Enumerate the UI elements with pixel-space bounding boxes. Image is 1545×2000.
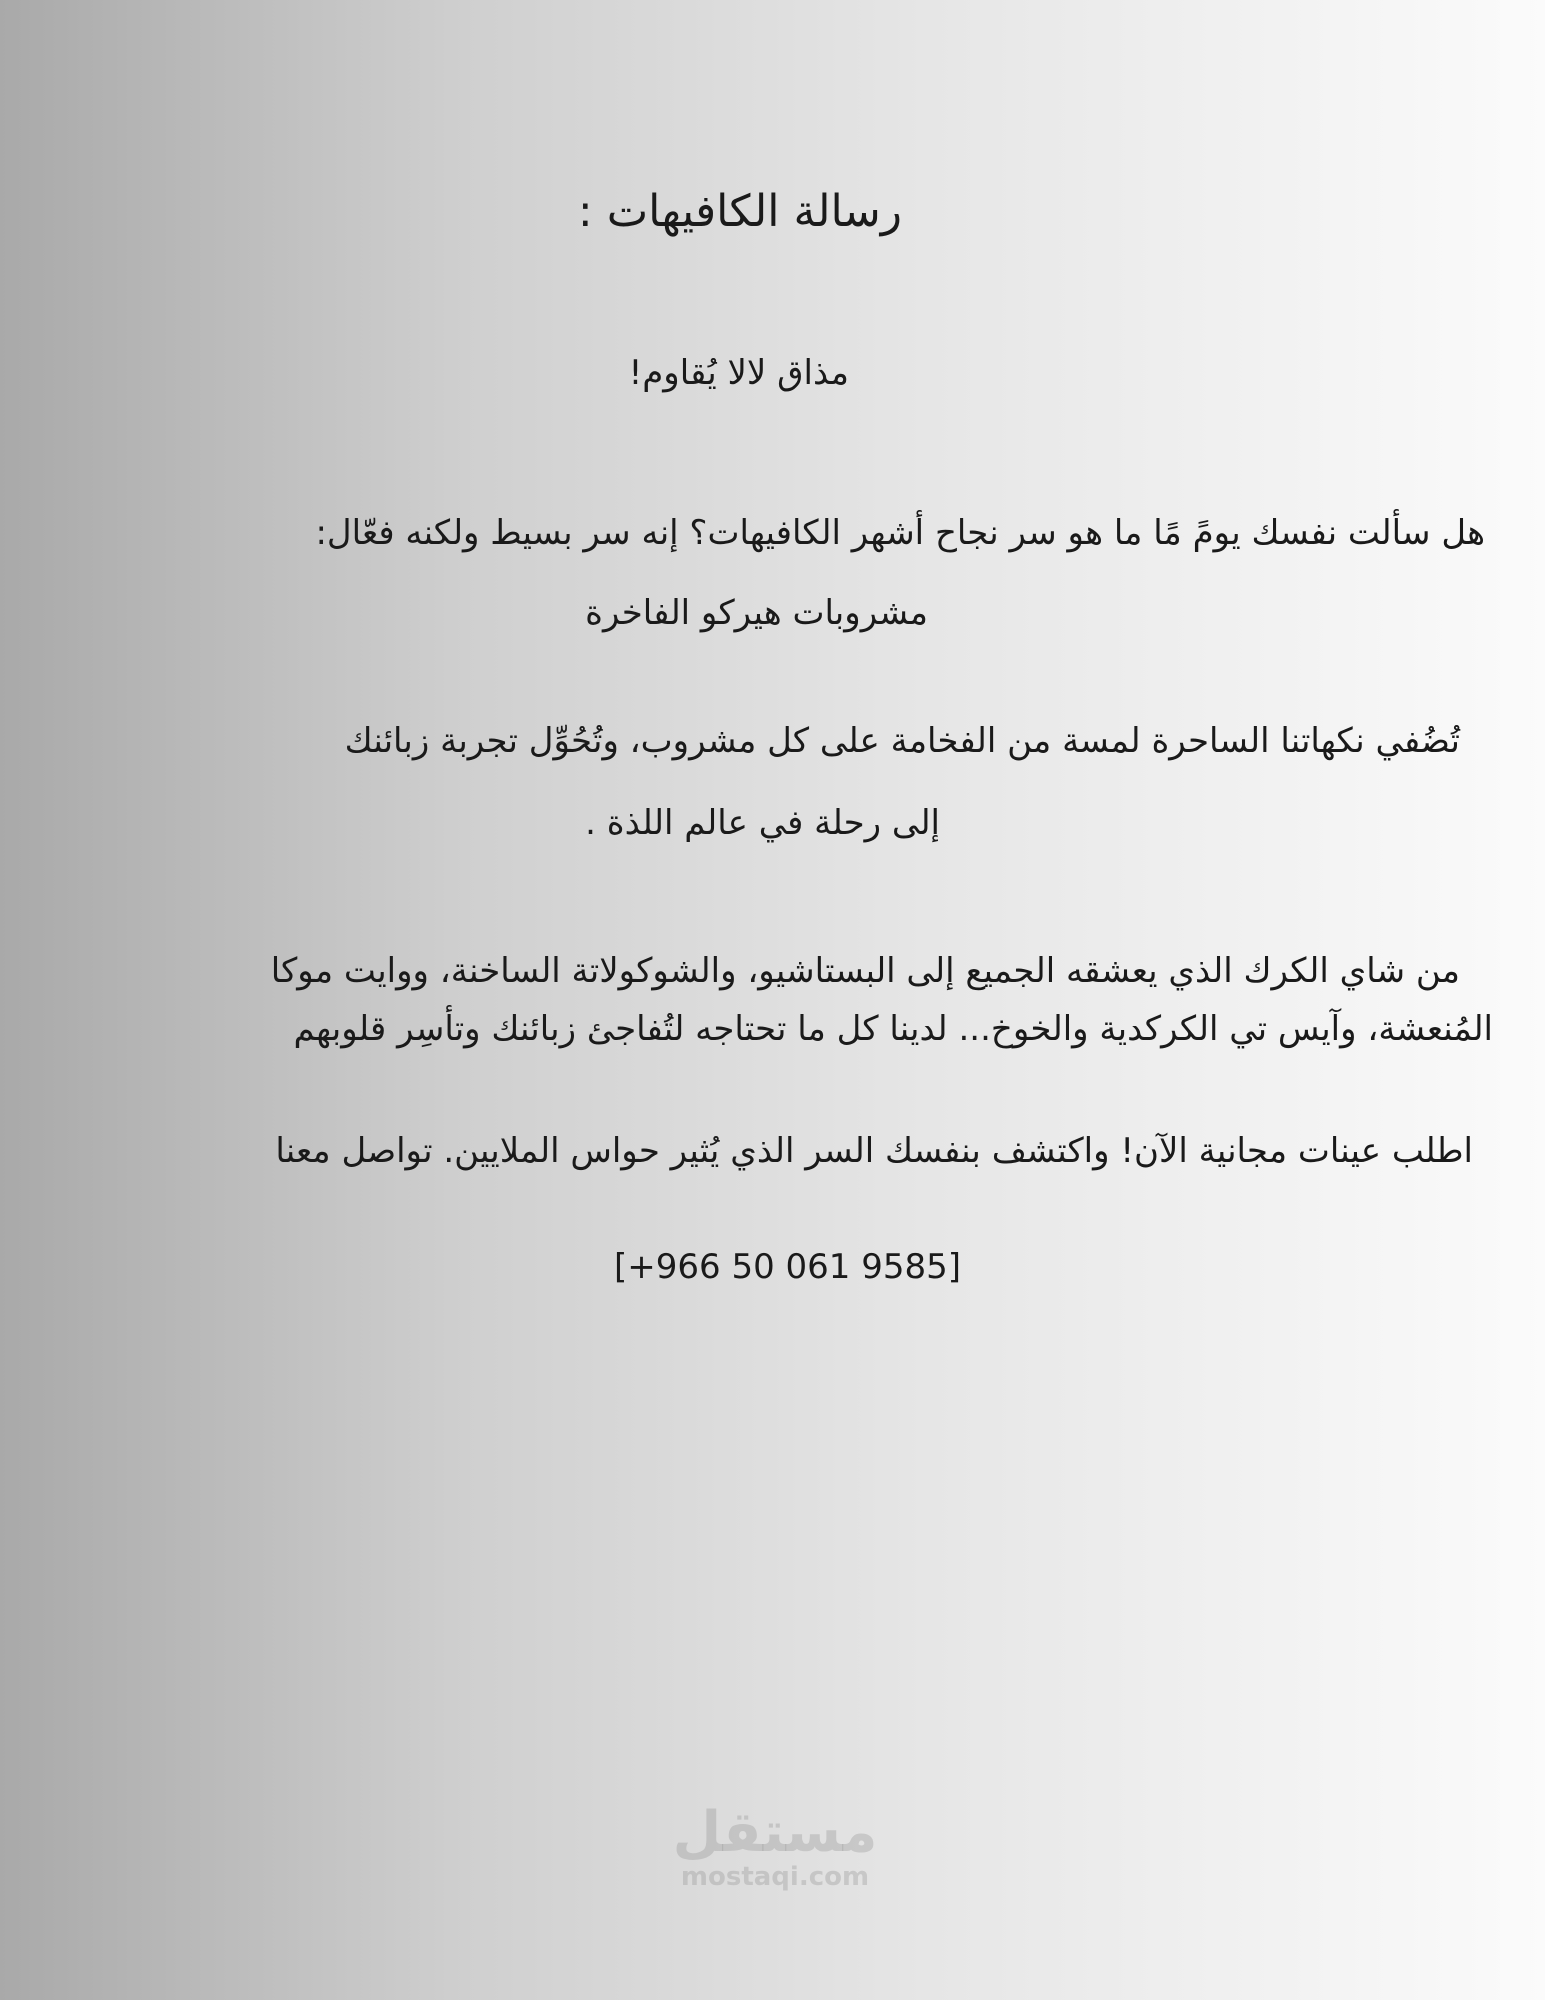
body-line-2: مشروبات هيركو الفاخرة: [585, 593, 928, 633]
body-line-3: تُضُفي نكهاتنا الساحرة لمسة من الفخامة على كل مشروب، وتُحُوِّل تجربة زبائنك: [344, 721, 1460, 761]
body-line-1: هل سألت نفسك يومً مًا ما هو سر نجاح أشهر الكافيهات؟ إنه سر بسيط ولكنه فعّال:: [315, 513, 1485, 553]
body-line-5: من شاي الكرك الذي يعشقه الجميع إلى البستاشيو، والشوكولاتة الساخنة، ووايت موكا: [270, 951, 1460, 991]
watermark-url: mostaqi.com: [680, 1862, 870, 1892]
body-line-6: المُنعشة، وآيس تي الكركدية والخوخ... لدينا كل ما تحتاجه لتُفاجئ زبائنك وتأسِر قلوبهم: [293, 1009, 1493, 1049]
document-subtitle: مذاق لالا يُقاوم!: [628, 353, 849, 393]
body-line-4: إلى رحلة في عالم اللذة .: [585, 803, 940, 843]
watermark-arabic: مستقل: [672, 1800, 878, 1865]
body-line-7: اطلب عينات مجانية الآن! واكتشف بنفسك السر الذي يُثير حواس الملايين. تواصل معنا: [275, 1131, 1473, 1171]
document-title: رسالة الكافيهات :: [577, 186, 902, 237]
mostaql-watermark: [670, 1800, 880, 1892]
contact-phone: [+966 50 061 9585]: [614, 1247, 962, 1287]
